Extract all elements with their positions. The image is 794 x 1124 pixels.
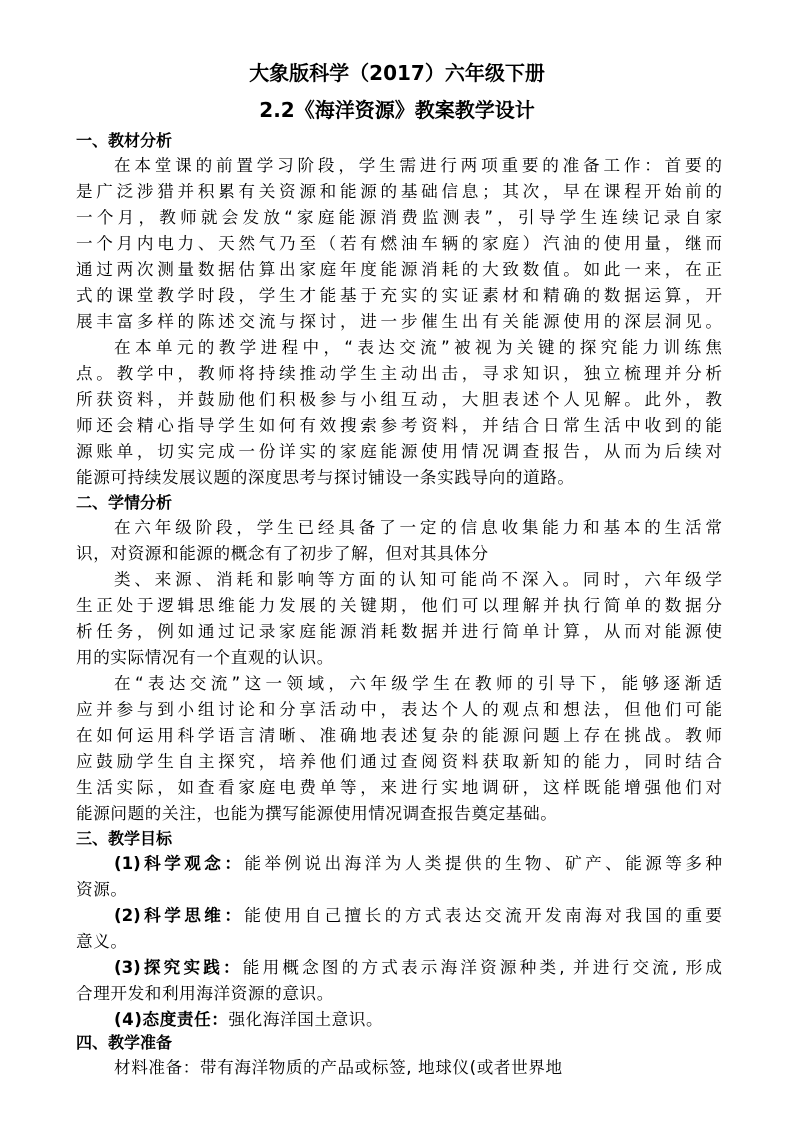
goal-line bbox=[114, 1008, 722, 1032]
paragraph-line: 展丰富多样的陈述交流与探讨，进一步催生出有关能源使用的深层洞见。 bbox=[76, 312, 722, 331]
paragraph-line: 是广泛涉猎并积累有关资源和能源的基础信息；其次，早在课程开始前的 bbox=[76, 182, 722, 201]
goal-label: (2)科学思维： bbox=[114, 906, 245, 925]
goal-label: (4)态度责任： bbox=[114, 1010, 229, 1029]
goal-text: 能举例说出海洋为人类提供的生物、矿产、能源等多种 bbox=[244, 854, 722, 873]
paragraph-line: 生活实际，如查看家庭电费单等，来进行实地调研，这样既能增强他们对 bbox=[76, 778, 722, 797]
goal-label: (1)科学观念： bbox=[114, 854, 245, 873]
paragraph-line: 在“表达交流”这一领域，六年级学生在教师的引导下，能够逐渐适 bbox=[114, 674, 722, 693]
goal-continuation: 资源。 bbox=[76, 880, 128, 899]
paragraph-line: 所获资料，并鼓励他们积极参与小组互动，大胆表述个人见解。此外，教 bbox=[76, 390, 722, 409]
goal-line bbox=[114, 852, 722, 876]
paragraph-line: 用的实际情况有一个直观的认识。 bbox=[76, 648, 334, 667]
goal-continuation: 合理开发和利用海洋资源的意识。 bbox=[76, 984, 334, 1003]
paragraph-line: 源账单，切实完成一份详实的家庭能源使用情况调查报告，从而为后续对 bbox=[76, 442, 722, 461]
paragraph-line: 析任务，例如通过记录家庭能源消耗数据并进行简单计算，从而对能源使 bbox=[76, 622, 722, 641]
paragraph-line: 在六年级阶段，学生已经具备了一定的信息收集能力和基本的生活常 bbox=[114, 518, 722, 537]
paragraph-line: 能源可持续发展议题的深度思考与探讨铺设一条实践导向的道路。 bbox=[76, 468, 575, 487]
paragraph-line: 在本堂课的前置学习阶段，学生需进行两项重要的准备工作：首要的 bbox=[114, 156, 722, 175]
goal-text: 能用概念图的方式表示海洋资源种类, 并进行交流, 形成 bbox=[242, 958, 722, 977]
document-title: 大象版科学（2017）六年级下册 bbox=[249, 61, 545, 85]
paragraph-line: 材料准备：带有海洋物质的产品或标签, 地球仪(或者世界地 bbox=[114, 1058, 563, 1077]
paragraph-line: 师还会精心指导学生如何有效搜索参考资料，并结合日常生活中收到的能 bbox=[76, 416, 722, 435]
paragraph-line: 类、来源、消耗和影响等方面的认知可能尚不深入。同时，六年级学 bbox=[114, 570, 722, 589]
paragraph-line: 在本单元的教学进程中，“表达交流”被视为关键的探究能力训练焦 bbox=[114, 338, 722, 357]
section-heading-learner-analysis: 二、学情分析 bbox=[76, 493, 173, 512]
paragraph-line: 识，对资源和能源的概念有了初步了解，但对其具体分 bbox=[76, 544, 489, 563]
paragraph-line: 一个月内电力、天然气乃至（若有燃油车辆的家庭）汽油的使用量，继而 bbox=[76, 234, 722, 253]
section-heading-textbook-analysis: 一、教材分析 bbox=[76, 131, 173, 150]
paragraph-line: 应鼓励学生自主探究，培养他们通过查阅资料获取新知的能力，同时结合 bbox=[76, 752, 722, 771]
goal-text: 强化海洋国土意识。 bbox=[228, 1010, 384, 1029]
paragraph-line: 一个月，教师就会发放“家庭能源消费监测表”，引导学生连续记录自家 bbox=[76, 208, 722, 227]
paragraph-line: 在如何运用科学语言清晰、准确地表述复杂的能源问题上存在挑战。教师 bbox=[76, 726, 722, 745]
document-subtitle: 2.2《海洋资源》教案教学设计 bbox=[259, 98, 535, 122]
goal-text: 能使用自己擅长的方式表达交流开发南海对我国的重要 bbox=[244, 906, 722, 925]
section-heading-teaching-preparation: 四、教学准备 bbox=[76, 1033, 173, 1052]
section-heading-teaching-goals: 三、教学目标 bbox=[76, 829, 173, 848]
goal-label: (3)探究实践： bbox=[114, 958, 243, 977]
paragraph-line: 应并参与到小组讨论和分享活动中，表达个人的观点和想法，但他们可能 bbox=[76, 700, 722, 719]
paragraph-line: 生正处于逻辑思维能力发展的关键期，他们可以理解并执行简单的数据分 bbox=[76, 596, 722, 615]
goal-continuation: 意义。 bbox=[76, 932, 128, 951]
goal-line bbox=[114, 904, 722, 928]
goal-line bbox=[114, 956, 722, 980]
paragraph-line: 通过两次测量数据估算出家庭年度能源消耗的大致数值。如此一来，在正 bbox=[76, 260, 722, 279]
paragraph-line: 能源问题的关注，也能为撰写能源使用情况调查报告奠定基础。 bbox=[76, 804, 558, 823]
paragraph-line: 式的课堂教学时段，学生才能基于充实的实证素材和精确的数据运算，开 bbox=[76, 286, 722, 305]
paragraph-line: 点。教学中，教师将持续推动学生主动出击，寻求知识，独立梳理并分析 bbox=[76, 364, 722, 383]
